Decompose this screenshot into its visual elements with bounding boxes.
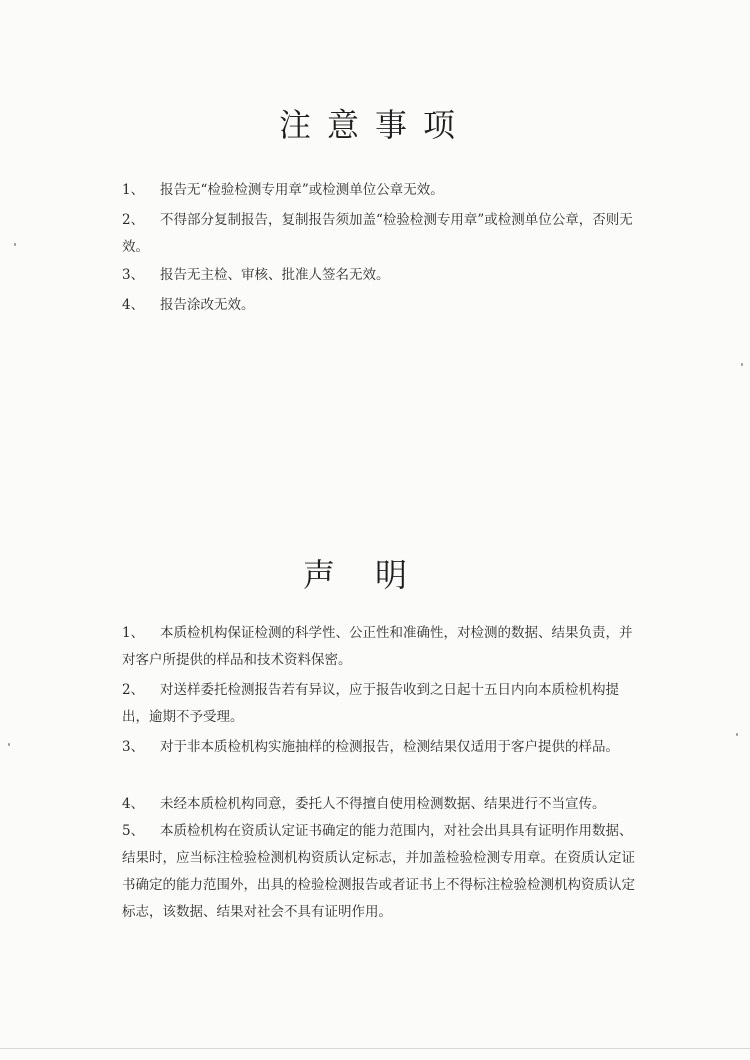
declaration-item-text: 对于非本质检机构实施抽样的检测报告，检测结果仅适用于客户提供的样品。 (160, 739, 619, 755)
notes-item-text: 不得部分复制报告，复制报告须加盖“检验检测专用章”或检测单位公章，否则无效。 (122, 212, 633, 255)
declaration-title: 声明 (302, 556, 447, 594)
notes-item-4 (122, 292, 642, 319)
declaration-item-text: 未经本质检机构同意，委托人不得擅自使用检测数据、结果进行不当宣传。 (160, 796, 606, 812)
declaration-item-3 (122, 734, 642, 761)
declaration-item-number: 4、 (122, 796, 145, 812)
notes-item-1 (122, 177, 642, 204)
declaration-item-text: 本质检机构在资质认定证书确定的能力范围内，对社会出具具有证明作用数据、结果时，应当标注检验检测机构资质认定标志，并加盖检验检测专用章。在资质认定证书确定的能力范围外，出具的检验检测报告或者证书上不得标注检验检测机构资质认定标志，该数据、结果对社会不具有证明作用。 (122, 823, 635, 920)
notes-item-number: 2、 (122, 212, 145, 228)
declaration-item-5 (122, 818, 642, 926)
notes-item-3 (122, 262, 642, 289)
notes-item-number: 4、 (122, 297, 145, 313)
declaration-item-number: 2、 (122, 682, 145, 698)
declaration-item-2 (122, 677, 642, 731)
notes-item-text: 报告无主检、审核、批准人签名无效。 (160, 267, 390, 283)
notes-item-text: 报告涂改无效。 (160, 297, 255, 313)
notes-title: 注意事项 (278, 106, 471, 144)
notes-item-2 (122, 207, 642, 261)
notes-item-number: 3、 (122, 267, 145, 283)
declaration-item-1 (122, 620, 642, 674)
notes-item-number: 1、 (122, 182, 145, 198)
scan-speck (8, 743, 10, 746)
scan-speck (736, 733, 738, 736)
declaration-item-number: 5、 (122, 823, 145, 839)
declaration-item-text: 对送样委托检测报告若有异议，应于报告收到之日起十五日内向本质检机构提出，逾期不予受理。 (122, 682, 619, 725)
declaration-item-number: 3、 (122, 739, 145, 755)
declaration-item-number: 1、 (122, 625, 145, 641)
declaration-item-4 (122, 791, 642, 818)
scan-speck (741, 363, 743, 366)
notes-item-text: 报告无“检验检测专用章”或检测单位公章无效。 (160, 182, 444, 198)
page-bottom-line (0, 1048, 750, 1049)
scan-speck (14, 243, 16, 246)
declaration-item-text: 本质检机构保证检测的科学性、公正性和准确性，对检测的数据、结果负责，并对客户所提供的样品和技术资料保密。 (122, 625, 633, 668)
